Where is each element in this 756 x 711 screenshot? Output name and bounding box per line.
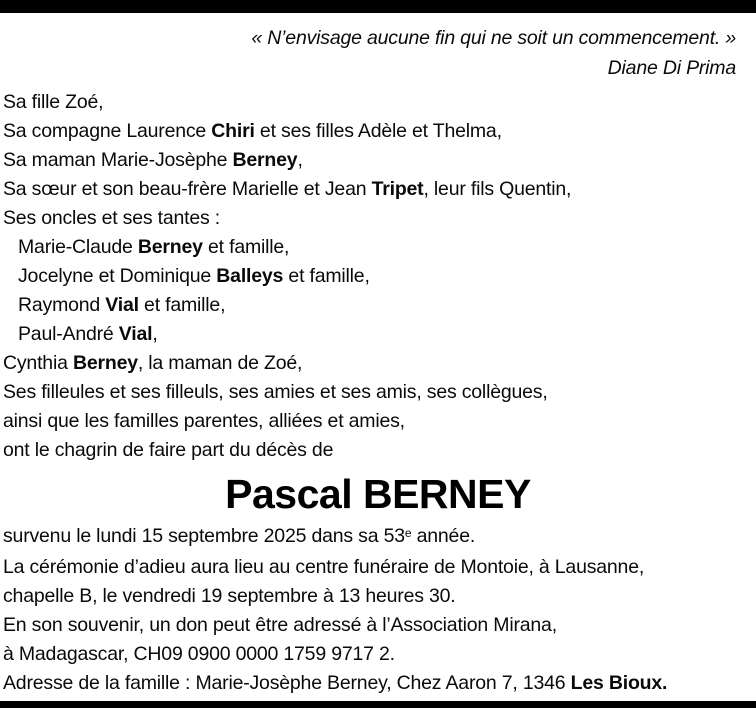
text-segment: Sa compagne Laurence [3,120,212,142]
notice-line [3,320,746,349]
text-segment-bold: Les Bioux. [570,672,668,694]
text-segment: Adresse de la famille : Marie-Josèphe Berney, Chez Aaron 7, 1346 [3,672,571,694]
family-announcement [0,88,756,465]
text-segment: , la maman de Zoé, [137,352,303,374]
text-segment: année. [411,525,476,547]
text-segment: Paul-André [18,323,119,345]
ceremony-details [0,522,756,698]
notice-line [3,349,746,378]
text-segment: Ses filleules et ses filleuls, ses amies et ses amis, ses collègues, [3,381,548,403]
text-segment: et famille, [283,265,370,287]
notice-line [3,553,746,582]
text-segment: Jocelyne et Dominique [18,265,217,287]
text-segment-bold: Vial [105,294,139,316]
notice-line [3,175,746,204]
text-segment: La cérémonie d’adieu aura lieu au centre funéraire de Montoie, à Lausanne, [3,556,645,578]
text-segment-bold: Berney [232,149,298,171]
text-segment-superscript: e [404,525,412,540]
bottom-border-bar [0,701,756,708]
text-segment: chapelle B, le vendredi 19 septembre à 13 heures 30. [3,585,456,607]
notice-line [3,88,746,117]
notice-line [3,436,746,465]
text-segment: Raymond [18,294,106,316]
top-border-bar [0,0,756,13]
text-segment-bold: Berney [137,236,203,258]
text-segment: à Madagascar, CH09 0900 0000 1759 9717 2. [3,643,395,665]
text-segment: Sa sœur et son beau-frère Marielle et Jean [3,178,372,200]
epigraph-quote: « N’envisage aucune fin qui ne soit un commencement. » [251,27,736,49]
notice-line [3,291,746,320]
text-segment: et famille, [202,236,290,258]
text-segment: Ses oncles et ses tantes : [3,207,221,229]
text-segment: Sa maman Marie-Josèphe [3,149,233,171]
epigraph [0,23,756,83]
notice-line [3,669,746,698]
text-segment: ont le chagrin de faire part du décès de [3,439,334,461]
text-segment: et ses filles Adèle et Thelma, [254,120,502,142]
text-segment: En son souvenir, un don peut être adressé à l’Association Mirana, [3,614,557,636]
text-segment-bold: Berney [72,352,138,374]
notice-line [3,262,746,291]
notice-line [3,146,746,175]
text-segment-bold: Balleys [216,265,284,287]
text-segment: Cynthia [3,352,73,374]
text-segment: , [152,323,158,345]
text-segment: , leur fils Quentin, [423,178,572,200]
notice-line [3,522,746,553]
text-segment-bold: Vial [118,323,153,345]
text-segment-bold: Chiri [211,120,255,142]
notice-line [3,378,746,407]
notice-line [3,611,746,640]
text-segment: ainsi que les familles parentes, alliées et amies, [3,410,405,432]
notice-line [3,407,746,436]
text-segment: Sa fille Zoé, [3,91,104,113]
text-segment: Marie-Claude [18,236,138,258]
text-segment: survenu le lundi 15 septembre 2025 dans sa 53 [3,525,405,547]
deceased-name: Pascal BERNEY [225,471,531,517]
epigraph-author: Diane Di Prima [607,57,736,79]
text-segment-bold: Tripet [371,178,424,200]
notice-line [3,233,746,262]
text-segment: et famille, [138,294,226,316]
notice-line [3,117,746,146]
text-segment: , [297,149,303,171]
notice-line [3,204,746,233]
notice-line [3,640,746,669]
notice-line [3,582,746,611]
